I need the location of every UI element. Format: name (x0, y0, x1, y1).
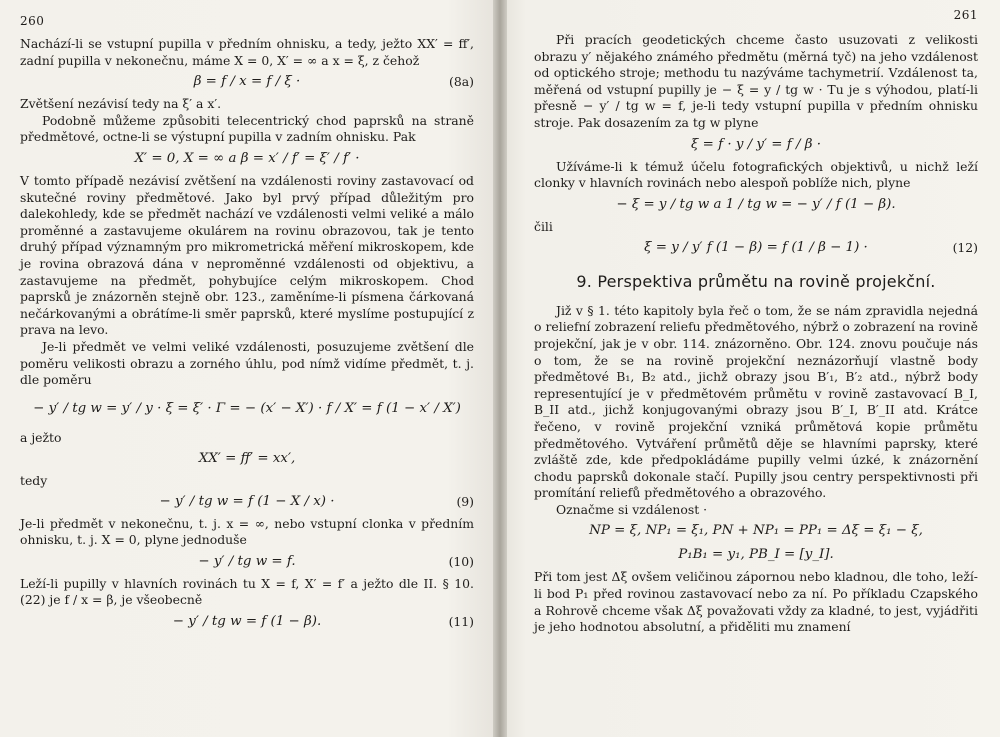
left-paragraph-5: Je-li předmět ve velmi veliké vzdálenosti, posuzujeme zvětšení dle poměru velikosti obrazu a zorného úhlu, pod nímž vidíme předmět, t. j. dle poměru (20, 338, 474, 388)
equation-distances-b (534, 545, 978, 565)
left-paragraph-2: Zvětšení nezávisí tedy na ξ′ a x′. (20, 96, 222, 112)
equation-12-body: ξ = y / y′ f (1 − β) = f (1 / β − 1) · (644, 239, 868, 255)
equation-photo (534, 195, 978, 215)
right-paragraph-1: Při pracích geodetických chceme často usuzovati z velikosti obrazu y′ nějakého známého předmětu (měrná tyč) na jeho vzdálenost od optického stroje; methodu tu nazýváme tachymetrií. Vzdálenost ta, měřená od vstupní pupilly je − ξ = y / tg w · Tu je s výhodou, platí-li přesně − y′ / tg w = f, je-li tedy vstupní pupilla v předním ohnisku stroje. Pak dosazením za tg w plyne (534, 32, 978, 130)
equation-9-body: − y′ / tg w = f (1 − X / x) · (159, 493, 335, 509)
equation-telecentric (20, 149, 474, 169)
left-paragraph-8: Je-li předmět v nekonečnu, t. j. x = ∞, nebo vstupní clonka v předním ohnisku, t. j. X = 0, plyne jednoduše (20, 515, 474, 548)
left-page (0, 0, 496, 737)
equation-8a-number: (8a) (449, 74, 474, 90)
left-paragraph-9: Leží-li pupilly v hlavních rovinách tu X = f, X′ = f′ a ježto dle II. § 10. (22) je f / x = β, je všeobecně (20, 575, 474, 608)
equation-8a-body: β = f / x = f / ξ · (193, 74, 301, 90)
page-number-right: 261 (953, 8, 978, 22)
right-paragraph-6: Při tom jest Δξ ovšem veličinou zápornou nebo kladnou, dle toho, leží-li bod P₁ před rovinou zastavovací nebo za ní. Po příkladu Czapského a Rohrově chceme však Δξ považovati vždy za kladné, to jest, vyjádřiti je jeho hodnotou absolutní, a přiděliti mu znamení (534, 569, 978, 635)
equation-10-number: (10) (448, 553, 474, 569)
left-label-tedy: tedy (20, 472, 48, 488)
equation-distances-a (534, 521, 978, 541)
equation-xi (534, 135, 978, 155)
equation-11-number: (11) (448, 614, 474, 630)
equation-xi-body: ξ = f · y / y′ = f / β · (691, 136, 821, 152)
book-gutter (493, 0, 507, 737)
right-paragraph-5: Označme si vzdálenost · (556, 501, 708, 517)
equation-9-number: (9) (456, 493, 474, 509)
right-label-cili: čili (534, 218, 553, 234)
left-label-jezto: a ježto (20, 429, 62, 445)
equation-telecentric-body: X′ = 0, X = ∞ a β = x′ / f′ = ξ′ / f′ · (134, 150, 360, 166)
page-number-left: 260 (20, 14, 45, 28)
left-paragraph-3: Podobně můžeme způsobiti telecentrický chod paprsků na straně předmětové, octne-li se výstupní pupilla v zadním ohnisku. Pak (20, 112, 474, 145)
equation-ratio-body: − y′ / tg w = y′ / y · ξ = ξ′ · Γ = − (x′ − X′) · f / X′ = f (1 − x′ / X′) (33, 400, 461, 416)
equation-xx-body: XX′ = ff′ = xx′, (198, 450, 296, 466)
equation-9 (20, 492, 474, 512)
equation-distances-b-body: P₁B₁ = y₁, PB_I = [y_I]. (678, 547, 834, 563)
equation-11-body: − y′ / tg w = f (1 − β). (172, 614, 322, 630)
equation-xx (20, 449, 474, 469)
right-page (496, 0, 1000, 737)
left-paragraph-1: Nachází-li se vstupní pupilla v předním ohnisku, a tedy, ježto XX′ = ff′, zadní pupilla v nekonečnu, máme X = 0, X′ = ∞ a x = ξ, z čehož (20, 36, 474, 68)
equation-8a (20, 72, 474, 92)
equation-12-number: (12) (952, 239, 978, 255)
equation-ratio (20, 392, 474, 426)
equation-photo-body: − ξ = y / tg w a 1 / tg w = − y′ / f (1 − β). (616, 196, 896, 212)
equation-10-body: − y′ / tg w = f. (198, 553, 296, 569)
equation-12 (534, 238, 978, 258)
section-heading: 9. Perspektiva průmětu na rovině projekční. (576, 271, 936, 291)
right-paragraph-4: Již v § 1. této kapitoly byla řeč o tom, že se nám zpravidla nejedná o reliefní zobrazení reliefu předmětového, nýbrž o zobrazení na rovině projekční, jak je v obr. 114. znázorněno. Obr. 124. znovu poučuje nás o tom, že se na rovině projekční neznázorňují vlastně body předmětové B₁, B₂ atd., jichž obrazy jsou B′₁, B′₂ atd., nýbrž body representující je v předmětovém průmětu v rovině zastavovací B_I, B_II atd., jichž konjugovanými obrazy jsou B′_I, B′_II atd. Krátce řečeno, v rovině projekční vzniká průmětová kopie průmětu předmětového. Vytváření průmětů děje se hlavními paprsky, které zvláště zde, kde předpokládáme pupilly velmi úzké, k znázornění chodu paprsků dokonale stačí. Pupilly jsou centry perspektivnosti při promítání reliefů předmětového a obrazového. (534, 302, 978, 501)
equation-distances-a-body: NP = ξ, NP₁ = ξ₁, PN + NP₁ = PP₁ = Δξ = ξ₁ − ξ, (589, 523, 923, 539)
left-paragraph-4: V tomto případě nezávisí zvětšení na vzdálenosti roviny zastavovací od skutečné roviny předmětové. Jako byl prvý případ důležitým pro dalekohledy, kde se předmět nachází ve vzdálenosti velmi veliké a málo proměnné a zastavujeme okulárem na rovinu obrazovou, tak je tento druhý případ významným pro mikrometrická měření mikroskopem, kde je rovina obrazová dána v neproměnné vzdálenosti od objektivu, a zastavujeme na předmět, pohybujíce celým mikroskopem. Chod paprsků je znázorněn stejně obr. 123., zaměníme-li písmena čárkovaná nečárkovanými a obrátíme-li směr paprsků, které myslíme postupující z prava na levo. (20, 172, 474, 338)
equation-11 (20, 612, 474, 632)
equation-10 (20, 552, 474, 572)
right-paragraph-2: Užíváme-li k témuž účelu fotografických objektivů, u nichž leží clonky v hlavních rovinách nebo alespoň poblíže nich, plyne (534, 158, 978, 191)
